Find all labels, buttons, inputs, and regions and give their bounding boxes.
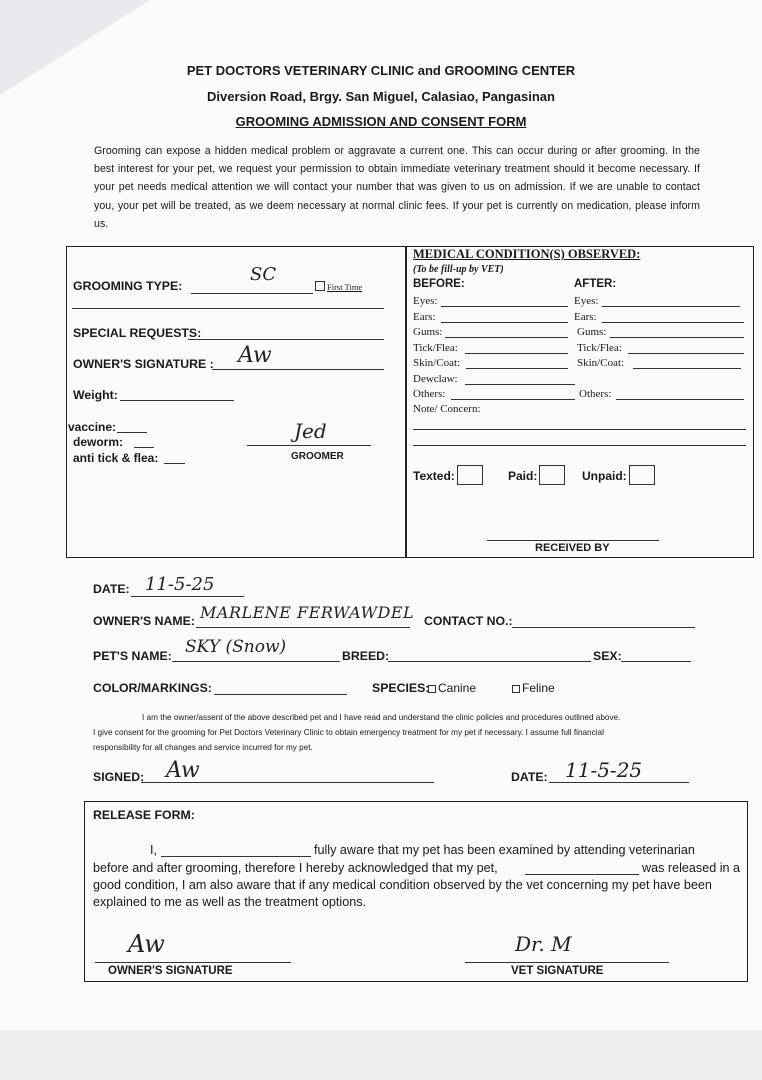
after-others-field[interactable] bbox=[616, 399, 744, 400]
vet-signature-label: VET SIGNATURE bbox=[511, 965, 604, 977]
scan-bottom-edge bbox=[0, 1030, 762, 1080]
signed-label: SIGNED: bbox=[93, 770, 145, 784]
groomer-label: GROOMER bbox=[291, 451, 344, 462]
before-skincoat-label: Skin/Coat: bbox=[413, 357, 461, 369]
paid-box[interactable] bbox=[539, 465, 565, 485]
before-skincoat-field[interactable] bbox=[466, 368, 568, 369]
received-by-line[interactable] bbox=[487, 540, 659, 541]
after-gums-field[interactable] bbox=[610, 337, 744, 338]
first-time-label: First Time bbox=[327, 282, 363, 292]
note-concern-label: Note/ Concern: bbox=[413, 403, 481, 415]
after-ears-label: Ears: bbox=[574, 311, 597, 323]
first-time-box[interactable] bbox=[315, 281, 325, 291]
deworm-label: deworm: bbox=[73, 435, 124, 449]
owner-signature-field[interactable] bbox=[212, 369, 384, 370]
canine-option[interactable] bbox=[428, 681, 476, 695]
clinic-name: PET DOCTORS VETERINARY CLINIC and GROOMING CENTER bbox=[186, 63, 576, 78]
release-owner-signature-mark: Aw bbox=[128, 930, 165, 958]
note-line-1[interactable] bbox=[413, 429, 746, 430]
release-owner-signature-label: OWNER'S SIGNATURE bbox=[108, 965, 233, 977]
before-eyes-field[interactable] bbox=[441, 306, 568, 307]
weight-label: Weight: bbox=[73, 388, 118, 402]
texted-checkbox[interactable] bbox=[413, 465, 483, 485]
medical-title: MEDICAL CONDITION(S) OBSERVED: bbox=[413, 247, 641, 261]
before-dewclaw-field[interactable] bbox=[465, 384, 575, 385]
sex-label: SEX: bbox=[593, 649, 622, 663]
feline-box[interactable] bbox=[512, 685, 520, 693]
vet-signature-line[interactable] bbox=[465, 962, 669, 963]
first-time-checkbox[interactable] bbox=[315, 281, 362, 292]
color-markings-label: COLOR/MARKINGS: bbox=[93, 681, 212, 695]
medical-subtitle: (To be fill-up by VET) bbox=[413, 264, 504, 275]
box-divider bbox=[405, 247, 407, 557]
folded-corner bbox=[0, 0, 150, 95]
sex-field[interactable] bbox=[621, 661, 691, 662]
after-eyes-label: Eyes: bbox=[574, 295, 599, 307]
vaccine-field[interactable] bbox=[117, 432, 147, 433]
clinic-address: Diversion Road, Brgy. San Miguel, Calasiao, Pangasinan bbox=[207, 89, 555, 104]
consent-date-label: DATE: bbox=[511, 770, 548, 784]
unpaid-label: Unpaid: bbox=[582, 469, 627, 483]
before-label: BEFORE: bbox=[413, 278, 465, 290]
owner-signature-mark: Aw bbox=[238, 343, 272, 368]
consent-line-3: responsibility for all changes and service incurred for my pet. bbox=[93, 743, 313, 752]
feline-label: Feline bbox=[522, 681, 555, 695]
pet-name-field[interactable] bbox=[172, 661, 340, 662]
texted-label: Texted: bbox=[413, 469, 455, 483]
consent-date-value: 11-5-25 bbox=[565, 758, 643, 782]
grooming-type-value: SC bbox=[250, 264, 277, 285]
before-gums-field[interactable] bbox=[445, 337, 568, 338]
weight-field[interactable] bbox=[120, 400, 234, 401]
before-dewclaw-label: Dewclaw: bbox=[413, 373, 458, 385]
after-tickflea-field[interactable] bbox=[628, 353, 744, 354]
deworm-field[interactable] bbox=[134, 447, 154, 448]
release-text-e: explained to me as well as the treatment options. bbox=[93, 895, 367, 909]
release-text-d: good condition, I am also aware that if any medical condition observed by the vet concerning my pet have been bbox=[93, 878, 712, 892]
release-title: RELEASE FORM: bbox=[93, 808, 195, 822]
vaccine-label: vaccine: bbox=[68, 420, 117, 434]
owner-signature-label: OWNER'S SIGNATURE : bbox=[73, 357, 214, 371]
date-label: DATE: bbox=[93, 582, 130, 596]
unpaid-box[interactable] bbox=[629, 465, 655, 485]
paid-label: Paid: bbox=[508, 469, 538, 483]
feline-option[interactable] bbox=[512, 681, 555, 695]
release-name-field[interactable] bbox=[161, 856, 311, 857]
contact-field[interactable] bbox=[512, 627, 695, 628]
vet-signature-mark: Dr. M bbox=[515, 932, 572, 956]
after-tickflea-label: Tick/Flea: bbox=[577, 342, 622, 354]
before-tickflea-field[interactable] bbox=[465, 353, 568, 354]
breed-field[interactable] bbox=[388, 661, 591, 662]
canine-label: Canine bbox=[438, 681, 477, 695]
grooming-type-field[interactable] bbox=[191, 293, 313, 294]
before-ears-label: Ears: bbox=[413, 311, 436, 323]
consent-line-2: I give consent for the grooming for Pet Doctors Veterinary Clinic to obtain emergency treatment for my pet if necessary. I assume full financial bbox=[93, 728, 604, 737]
signed-mark: Aw bbox=[166, 758, 200, 783]
before-tickflea-label: Tick/Flea: bbox=[413, 342, 458, 354]
tick-flea-label: anti tick & flea: bbox=[73, 451, 159, 465]
special-requests-label: SPECIAL REQUESTS: bbox=[73, 326, 202, 340]
canine-box[interactable] bbox=[428, 685, 436, 693]
before-ears-field[interactable] bbox=[441, 322, 568, 323]
grooming-type-label: GROOMING TYPE: bbox=[73, 279, 183, 293]
species-label: SPECIES: bbox=[372, 681, 430, 695]
before-gums-label: Gums: bbox=[413, 326, 443, 338]
release-text-a: fully aware that my pet has been examined by attending veterinarian bbox=[314, 843, 695, 857]
groomer-signature-mark: Jed bbox=[294, 419, 327, 443]
texted-box[interactable] bbox=[457, 465, 483, 485]
release-text-b: before and after grooming, therefore I hereby acknowledged that my pet, bbox=[93, 861, 498, 875]
breed-label: BREED: bbox=[342, 649, 390, 663]
pet-name-label: PET'S NAME: bbox=[93, 649, 172, 663]
release-owner-signature-line[interactable] bbox=[95, 962, 291, 963]
tick-flea-field[interactable] bbox=[164, 463, 185, 464]
date-value: 11-5-25 bbox=[145, 574, 215, 595]
after-ears-field[interactable] bbox=[602, 322, 744, 323]
after-others-label: Others: bbox=[579, 388, 612, 400]
owner-name-value: MARLENE FERWAWDEL bbox=[200, 603, 415, 622]
unpaid-checkbox[interactable] bbox=[582, 465, 655, 485]
note-line-2[interactable] bbox=[413, 445, 746, 446]
after-skincoat-field[interactable] bbox=[633, 368, 741, 369]
paid-checkbox[interactable] bbox=[508, 465, 565, 485]
pet-name-value: SKY (Snow) bbox=[185, 637, 287, 657]
contact-label: CONTACT NO.: bbox=[424, 614, 513, 628]
received-by-label: RECEIVED BY bbox=[535, 542, 610, 554]
release-i: I, bbox=[150, 843, 157, 857]
after-skincoat-label: Skin/Coat: bbox=[577, 357, 625, 369]
after-gums-label: Gums: bbox=[577, 326, 607, 338]
special-requests-field[interactable] bbox=[188, 339, 384, 340]
before-others-label: Others: bbox=[413, 388, 446, 400]
after-label: AFTER: bbox=[574, 278, 617, 290]
groomer-signature-line[interactable] bbox=[247, 445, 371, 446]
after-eyes-field[interactable] bbox=[602, 306, 740, 307]
owner-name-field[interactable] bbox=[196, 627, 410, 628]
consent-line-1: I am the owner/assent of the above described pet and I have read and understand the clinic policies and procedures outlined above. bbox=[142, 713, 621, 722]
intro-paragraph: Grooming can expose a hidden medical problem or aggravate a current one. This can occur during or after grooming. In the best interest for your pet, we request your permission to obtain immediate veterinary treatment should it become necessary. If your pet needs medical attention we will contact your number that was given to us on admission. If we are unable to contact you, your pet will be treated, as we deem necessary at normal clinic fees. If your pet is currently on medication, please inform us. bbox=[94, 145, 700, 230]
color-markings-field[interactable] bbox=[214, 694, 347, 695]
release-pet-field[interactable] bbox=[525, 874, 639, 875]
grooming-type-extra-line[interactable] bbox=[72, 308, 384, 309]
form-title: GROOMING ADMISSION AND CONSENT FORM bbox=[235, 114, 527, 129]
before-others-field[interactable] bbox=[451, 399, 575, 400]
date-field[interactable] bbox=[131, 596, 244, 597]
owner-name-label: OWNER'S NAME: bbox=[93, 614, 195, 628]
release-text-c: was released in a bbox=[642, 861, 741, 875]
before-eyes-label: Eyes: bbox=[413, 295, 438, 307]
consent-date-field[interactable] bbox=[549, 782, 689, 783]
